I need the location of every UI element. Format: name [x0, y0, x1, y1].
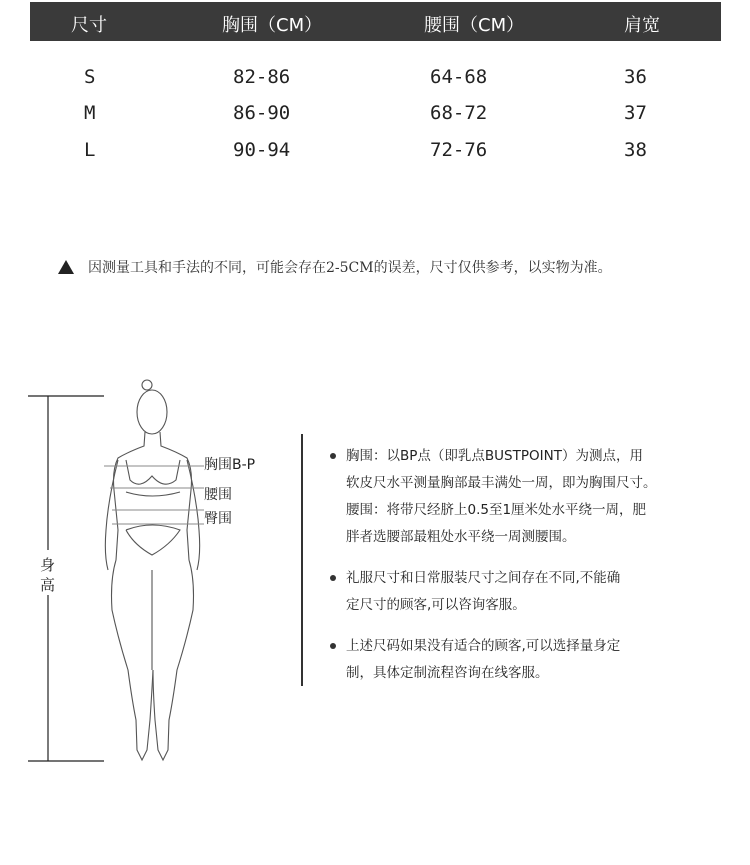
- cell-size: L: [84, 139, 96, 161]
- note-line: 腰围：将带尺经脐上0.5至1厘米处水平绕一周，肥: [346, 502, 647, 518]
- cell-size: S: [84, 66, 96, 88]
- vertical-divider: [301, 434, 303, 686]
- cell-waist: 64-68: [430, 66, 488, 88]
- cell-waist: 72-76: [430, 139, 488, 161]
- cell-waist: 68-72: [430, 102, 488, 124]
- cell-bust: 86-90: [233, 102, 291, 124]
- body-measurement-figure: [0, 370, 300, 790]
- header-bust: 胸围（CM）: [222, 15, 323, 36]
- cell-shoulder: 37: [624, 102, 647, 124]
- note-line: 上述尺码如果没有适合的顾客,可以选择量身定: [346, 638, 621, 654]
- waist-label: 腰围: [204, 487, 232, 503]
- hip-label: 臀围: [204, 511, 232, 527]
- measurement-warning: [58, 257, 612, 277]
- note-line: 胸围：以BP点（即乳点BUSTPOINT）为测点，用: [346, 448, 643, 464]
- note-line: 软皮尺水平测量胸部最丰满处一周，即为胸围尺寸。: [346, 475, 657, 491]
- measurement-notes: [328, 443, 728, 699]
- table-row: [30, 135, 721, 165]
- height-label-bottom: 高: [40, 576, 56, 594]
- cell-shoulder: 38: [624, 139, 647, 161]
- note-line: 胖者选腰部最粗处水平绕一周测腰围。: [346, 529, 576, 545]
- warning-icon: [58, 260, 74, 274]
- table-row: [30, 62, 721, 92]
- cell-bust: 90-94: [233, 139, 291, 161]
- note-item: [328, 565, 728, 619]
- height-label-top: 身: [40, 556, 56, 574]
- bust-label: 胸围B-P: [204, 457, 256, 473]
- note-line: 制，具体定制流程咨询在线客服。: [346, 665, 549, 681]
- header-waist: 腰围（CM）: [424, 15, 525, 36]
- table-row: [30, 98, 721, 128]
- note-item: [328, 633, 728, 687]
- size-table-header: [30, 2, 721, 41]
- header-size: 尺寸: [71, 15, 107, 36]
- cell-shoulder: 36: [624, 66, 647, 88]
- cell-bust: 82-86: [233, 66, 291, 88]
- cell-size: M: [84, 102, 96, 124]
- note-item: [328, 443, 728, 551]
- note-line: 定尺寸的顾客,可以咨询客服。: [346, 597, 526, 613]
- warning-text: 因测量工具和手法的不同，可能会存在2-5CM的误差，尺寸仅供参考，以实物为准。: [88, 260, 612, 276]
- note-line: 礼服尺寸和日常服装尺寸之间存在不同,不能确: [346, 570, 621, 586]
- header-shoulder: 肩宽: [624, 15, 660, 36]
